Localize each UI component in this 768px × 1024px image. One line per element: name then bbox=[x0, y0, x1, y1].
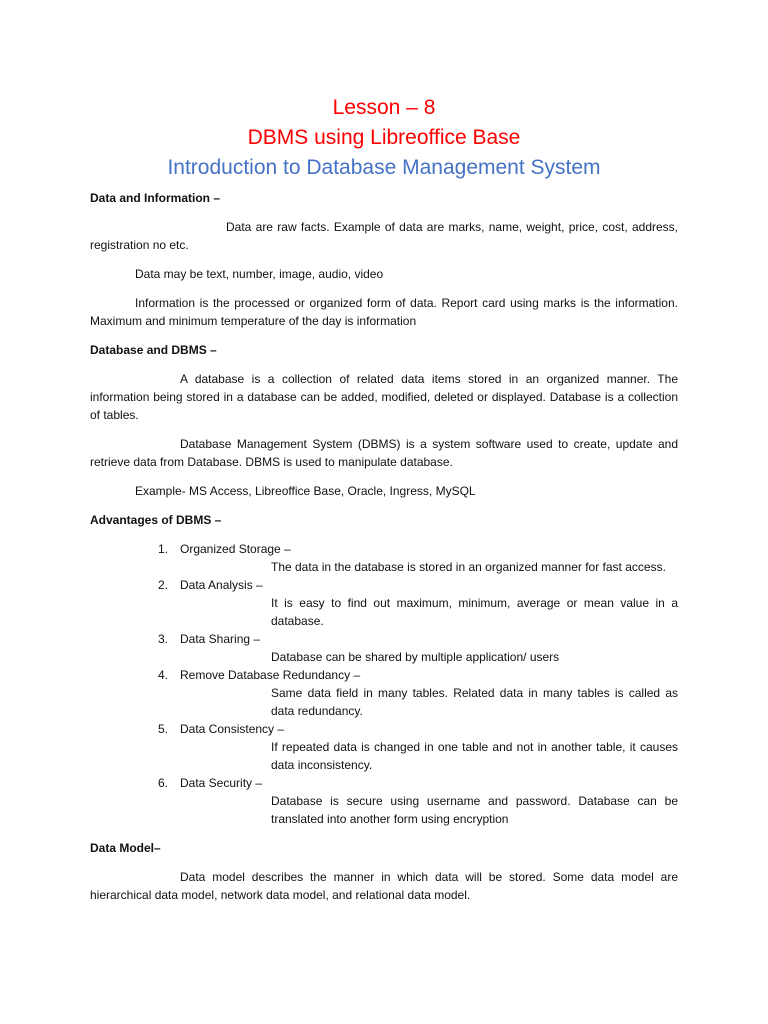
topic-title: Introduction to Database Management System bbox=[167, 156, 601, 179]
list-item-description: The data in the database is stored in an organized manner for fast access. bbox=[271, 560, 666, 574]
section-heading-database-dbms: Database and DBMS – bbox=[90, 343, 217, 357]
paragraph-data-types: Data may be text, number, image, audio, video bbox=[135, 267, 384, 281]
list-item-number: 3. bbox=[158, 632, 169, 646]
list-item-description: Same data field in many tables. Related data in many tables is called as data redundancy. bbox=[271, 686, 678, 718]
paragraph-information-definition: Information is the processed or organized form of data. Report card using marks is the information. Maximum and minimum temperature of the day is information bbox=[90, 296, 678, 328]
paragraph-database-definition: A database is a collection of related data items stored in an organized manner. The information being stored in a database can be added, modified, deleted or displayed. Database is a collection of tables. bbox=[90, 372, 678, 422]
list-item bbox=[90, 774, 678, 828]
list-item bbox=[90, 666, 678, 720]
list-item bbox=[90, 576, 678, 630]
list-item-title: Data Consistency – bbox=[180, 722, 285, 736]
list-item-title: Data Security – bbox=[180, 776, 263, 790]
list-item-number: 6. bbox=[158, 776, 169, 790]
paragraph-dbms-examples: Example- MS Access, Libreoffice Base, Oracle, Ingress, MySQL bbox=[135, 484, 476, 498]
advantages-list bbox=[90, 540, 678, 828]
section-heading-advantages: Advantages of DBMS – bbox=[90, 513, 222, 527]
list-item bbox=[90, 540, 678, 576]
list-item-description: Database is secure using username and password. Database can be translated into another form using encryption bbox=[271, 794, 678, 826]
title-block bbox=[90, 0, 678, 183]
list-item-number: 4. bbox=[158, 668, 169, 682]
subject-title: DBMS using Libreoffice Base bbox=[247, 126, 521, 149]
list-item-title: Data Analysis – bbox=[180, 578, 263, 592]
list-item-description: Database can be shared by multiple application/ users bbox=[271, 650, 560, 664]
list-item-number: 2. bbox=[158, 578, 169, 592]
list-item-title: Organized Storage – bbox=[180, 542, 291, 556]
list-item-description: It is easy to find out maximum, minimum, average or mean value in a database. bbox=[271, 596, 678, 628]
section-heading-data-model: Data Model– bbox=[90, 841, 161, 855]
list-item-number: 5. bbox=[158, 722, 169, 736]
list-item-title: Data Sharing – bbox=[180, 632, 261, 646]
paragraph-data-model: Data model describes the manner in which data will be stored. Some data model are hierarchical data model, network data model, and relational data model. bbox=[90, 870, 678, 902]
list-item-number: 1. bbox=[158, 542, 169, 556]
list-item-description: If repeated data is changed in one table and not in another table, it causes data inconsistency. bbox=[271, 740, 678, 772]
section-heading-data-information: Data and Information – bbox=[90, 191, 221, 205]
paragraph-dbms-definition: Database Management System (DBMS) is a system software used to create, update and retrieve data from Database. DBMS is used to manipulate database. bbox=[90, 437, 678, 469]
list-item bbox=[90, 630, 678, 666]
list-item-title: Remove Database Redundancy – bbox=[180, 668, 361, 682]
lesson-title: Lesson – 8 bbox=[332, 96, 436, 119]
paragraph-data-definition: Data are raw facts. Example of data are marks, name, weight, price, cost, address, registration no etc. bbox=[90, 220, 678, 252]
list-item bbox=[90, 720, 678, 774]
